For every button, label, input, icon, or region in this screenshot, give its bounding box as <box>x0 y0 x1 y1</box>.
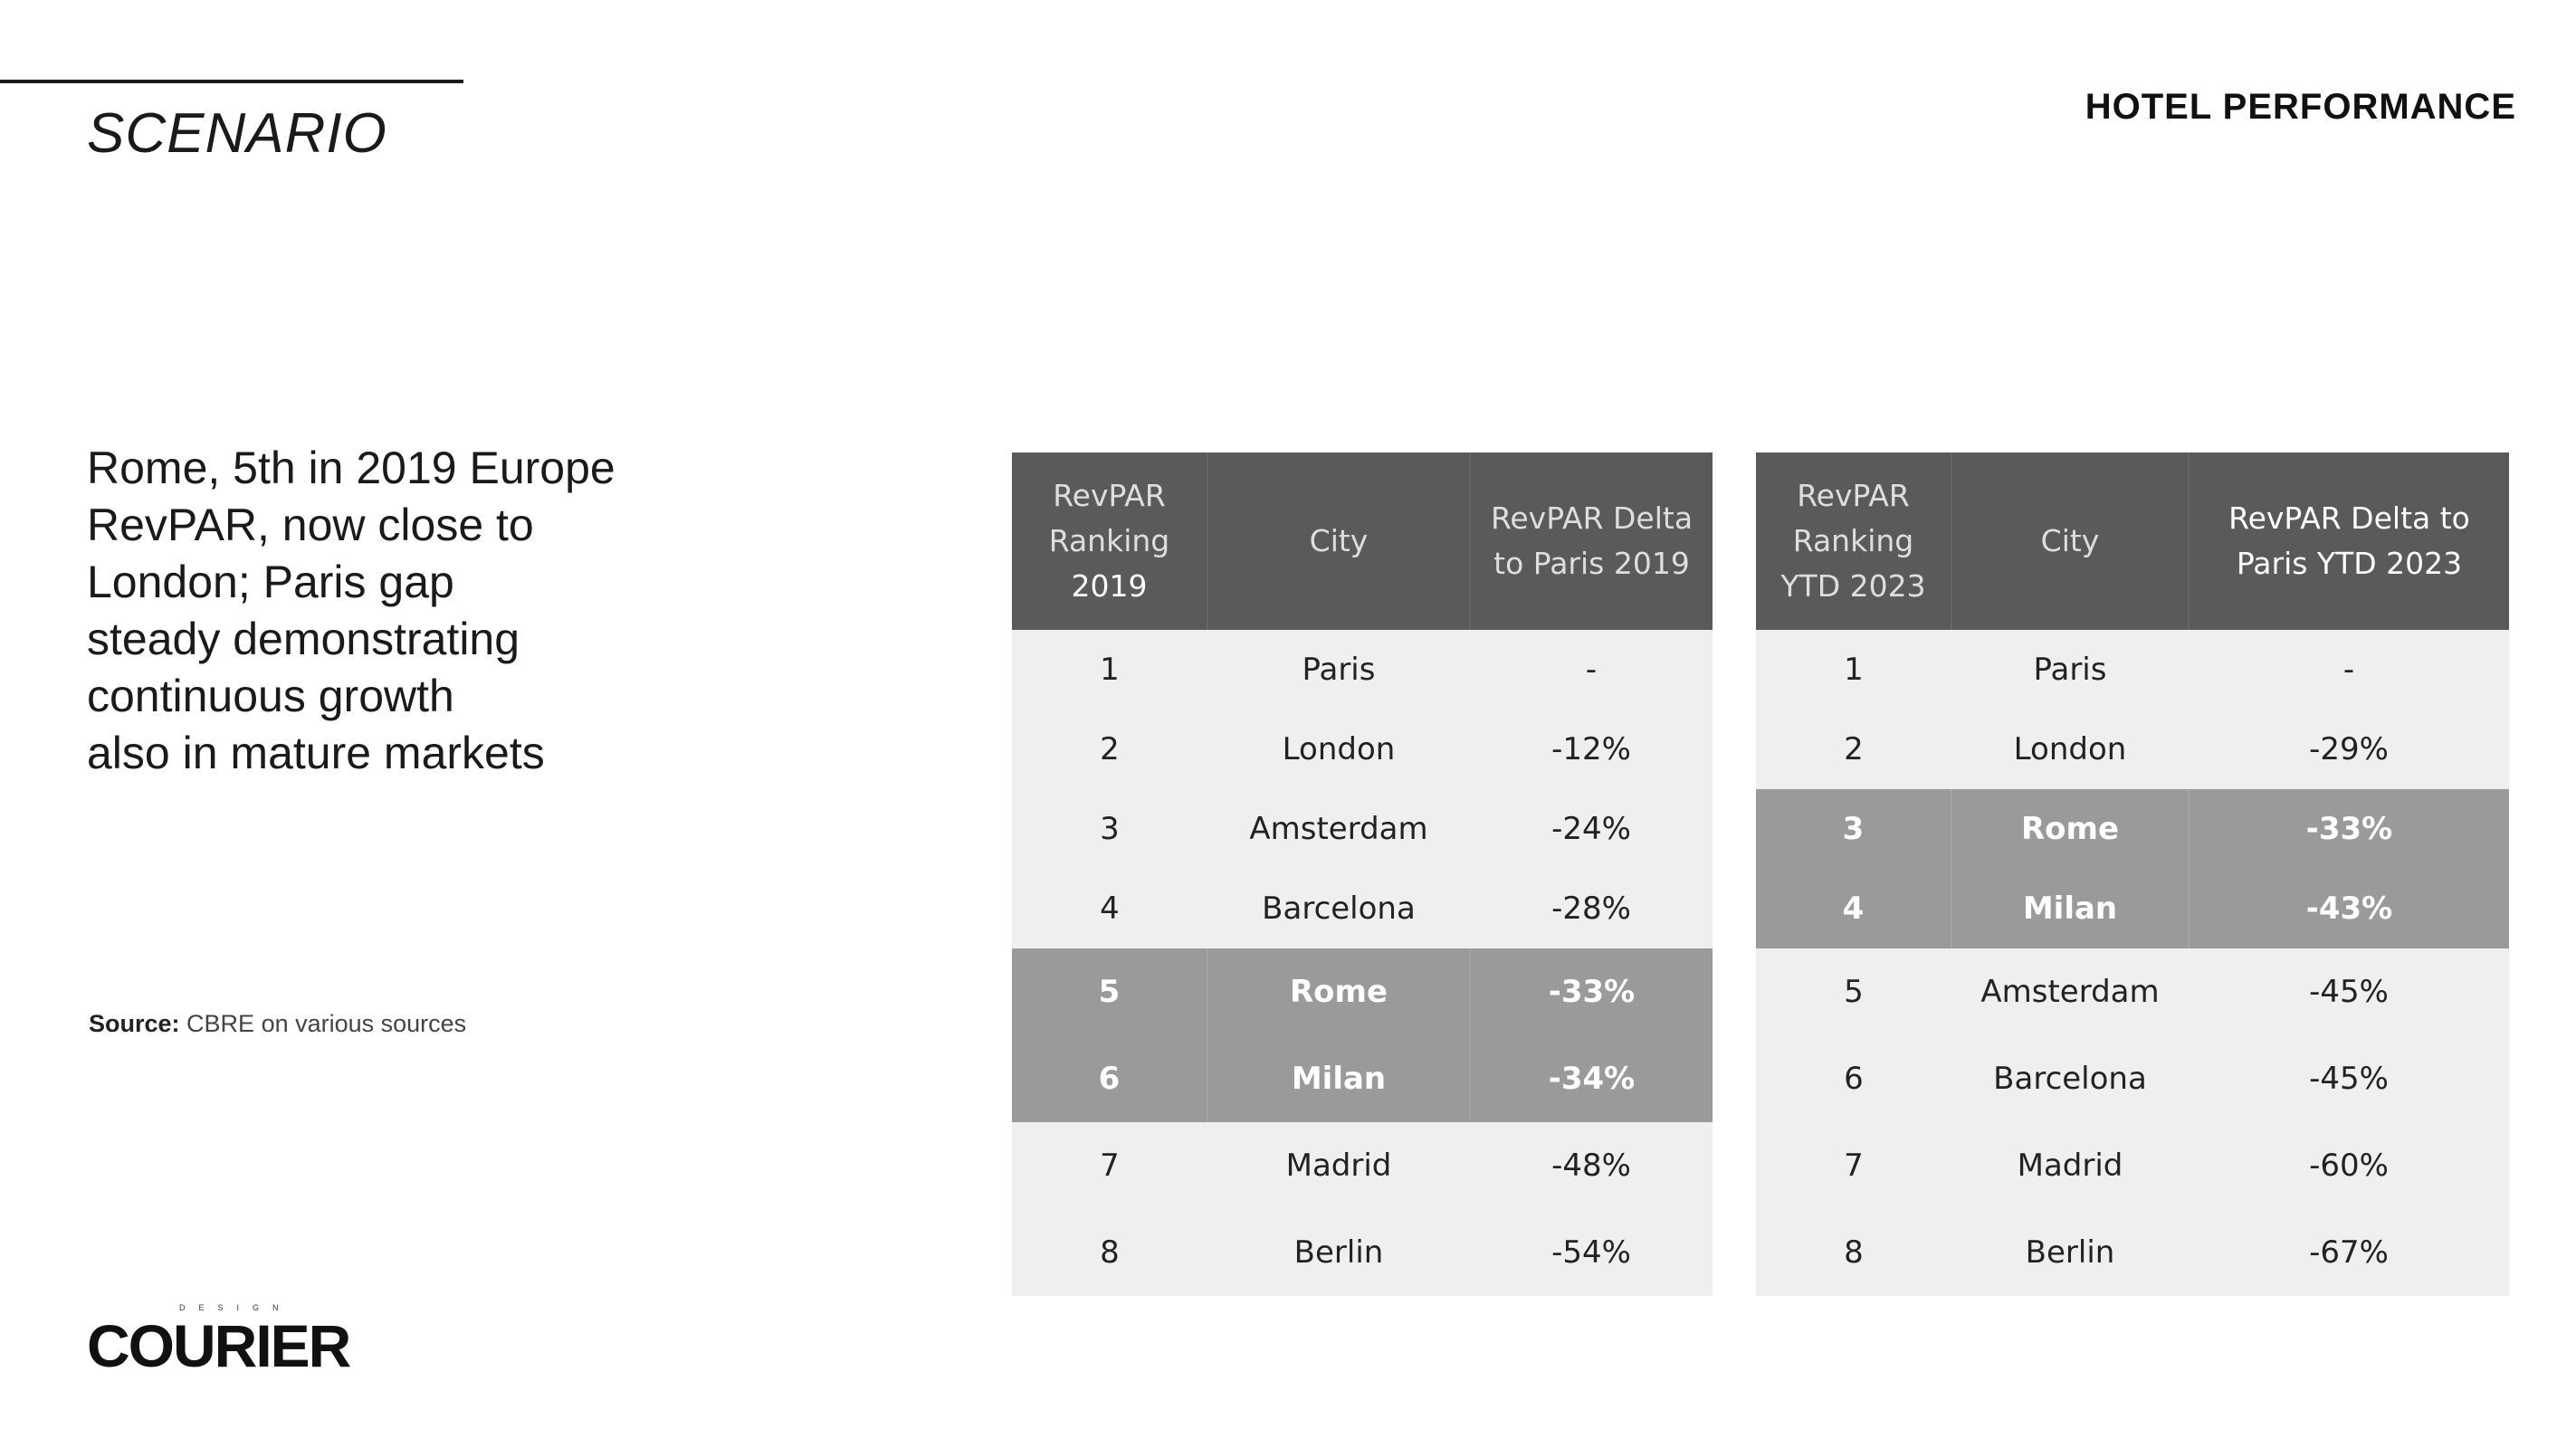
rank-cell: 8 <box>1012 1209 1207 1296</box>
city-cell: London <box>1207 710 1470 789</box>
source-text: CBRE on various sources <box>186 1010 467 1037</box>
city-cell: Rome <box>1951 789 2189 869</box>
delta-cell: -28% <box>1470 869 1713 948</box>
table-row <box>1756 948 2509 1035</box>
table-row-highlighted <box>1012 1035 1713 1122</box>
city-cell: Milan <box>1207 1035 1470 1122</box>
courier-logo <box>87 1303 350 1379</box>
header-city: City <box>1207 452 1470 630</box>
city-cell: Milan <box>1951 869 2189 948</box>
logo-design-text: DESIGN <box>179 1303 292 1312</box>
rank-cell: 1 <box>1012 630 1207 710</box>
delta-cell: -24% <box>1470 789 1713 869</box>
header-ranking <box>1012 452 1207 630</box>
delta-cell: -33% <box>2189 789 2509 869</box>
rank-cell: 3 <box>1756 789 1951 869</box>
table-row-highlighted <box>1756 789 2509 869</box>
delta-cell: - <box>1470 630 1713 710</box>
city-cell: Paris <box>1951 630 2189 710</box>
city-cell: Barcelona <box>1207 869 1470 948</box>
city-cell: Madrid <box>1951 1122 2189 1209</box>
headline-line: steady demonstrating <box>87 614 520 664</box>
table-row <box>1756 1035 2509 1122</box>
table-row <box>1012 789 1713 869</box>
delta-cell: -33% <box>1470 948 1713 1035</box>
scenario-label: SCENARIO <box>87 102 387 165</box>
city-cell: Amsterdam <box>1207 789 1470 869</box>
delta-cell: -12% <box>1470 710 1713 789</box>
headline-line: also in mature markets <box>87 728 545 778</box>
section-title: HOTEL PERFORMANCE <box>2085 87 2516 127</box>
city-cell: Amsterdam <box>1951 948 2189 1035</box>
table-row <box>1756 1122 2509 1209</box>
headline-line: RevPAR, now close to <box>87 500 534 550</box>
rank-cell: 2 <box>1012 710 1207 789</box>
table-header-row <box>1012 452 1713 630</box>
header-city: City <box>1951 452 2189 630</box>
delta-cell: -43% <box>2189 869 2509 948</box>
city-cell: Berlin <box>1207 1209 1470 1296</box>
table-row <box>1012 869 1713 948</box>
logo-courier-text: COURIER <box>87 1312 350 1379</box>
table-row <box>1756 710 2509 789</box>
rank-cell: 6 <box>1756 1035 1951 1122</box>
rank-cell: 5 <box>1756 948 1951 1035</box>
rank-cell: 4 <box>1012 869 1207 948</box>
rank-cell: 4 <box>1756 869 1951 948</box>
delta-cell: -48% <box>1470 1122 1713 1209</box>
headline-line: continuous growth <box>87 671 454 721</box>
city-cell: Paris <box>1207 630 1470 710</box>
delta-cell: - <box>2189 630 2509 710</box>
table-ranking-2019 <box>1012 452 1713 1296</box>
headline-line: Rome, 5th in 2019 Europe <box>87 443 615 493</box>
delta-cell: -60% <box>2189 1122 2509 1209</box>
header-delta: RevPAR Delta to Paris 2019 <box>1470 452 1713 630</box>
top-rule <box>0 80 463 83</box>
delta-cell: -67% <box>2189 1209 2509 1296</box>
table-row-highlighted <box>1012 948 1713 1035</box>
rank-cell: 8 <box>1756 1209 1951 1296</box>
delta-cell: -45% <box>2189 1035 2509 1122</box>
delta-cell: -45% <box>2189 948 2509 1035</box>
delta-cell: -54% <box>1470 1209 1713 1296</box>
table-row <box>1756 1209 2509 1296</box>
rank-cell: 3 <box>1012 789 1207 869</box>
delta-cell: -29% <box>2189 710 2509 789</box>
city-cell: Madrid <box>1207 1122 1470 1209</box>
source-label: Source: <box>89 1010 180 1037</box>
table-row <box>1012 710 1713 789</box>
header-ranking-year: 2019 <box>1071 568 1148 604</box>
city-cell: London <box>1951 710 2189 789</box>
table-row <box>1012 630 1713 710</box>
rank-cell: 7 <box>1756 1122 1951 1209</box>
table-row <box>1012 1122 1713 1209</box>
header-ranking-label: RevPAR Ranking <box>1048 478 1170 558</box>
rank-cell: 7 <box>1012 1122 1207 1209</box>
city-cell: Barcelona <box>1951 1035 2189 1122</box>
header-delta: RevPAR Delta to Paris YTD 2023 <box>2189 452 2509 630</box>
city-cell: Rome <box>1207 948 1470 1035</box>
table-row <box>1756 630 2509 710</box>
header-ranking: RevPAR Ranking YTD 2023 <box>1756 452 1951 630</box>
city-cell: Berlin <box>1951 1209 2189 1296</box>
table-row-highlighted <box>1756 869 2509 948</box>
headline-line: London; Paris gap <box>87 557 454 607</box>
rank-cell: 6 <box>1012 1035 1207 1122</box>
rank-cell: 1 <box>1756 630 1951 710</box>
delta-cell: -34% <box>1470 1035 1713 1122</box>
source-note <box>89 1010 466 1038</box>
headline <box>87 440 739 782</box>
rank-cell: 5 <box>1012 948 1207 1035</box>
rank-cell: 2 <box>1756 710 1951 789</box>
table-header-row <box>1756 452 2509 630</box>
table-ranking-ytd-2023 <box>1756 452 2509 1296</box>
table-row <box>1012 1209 1713 1296</box>
